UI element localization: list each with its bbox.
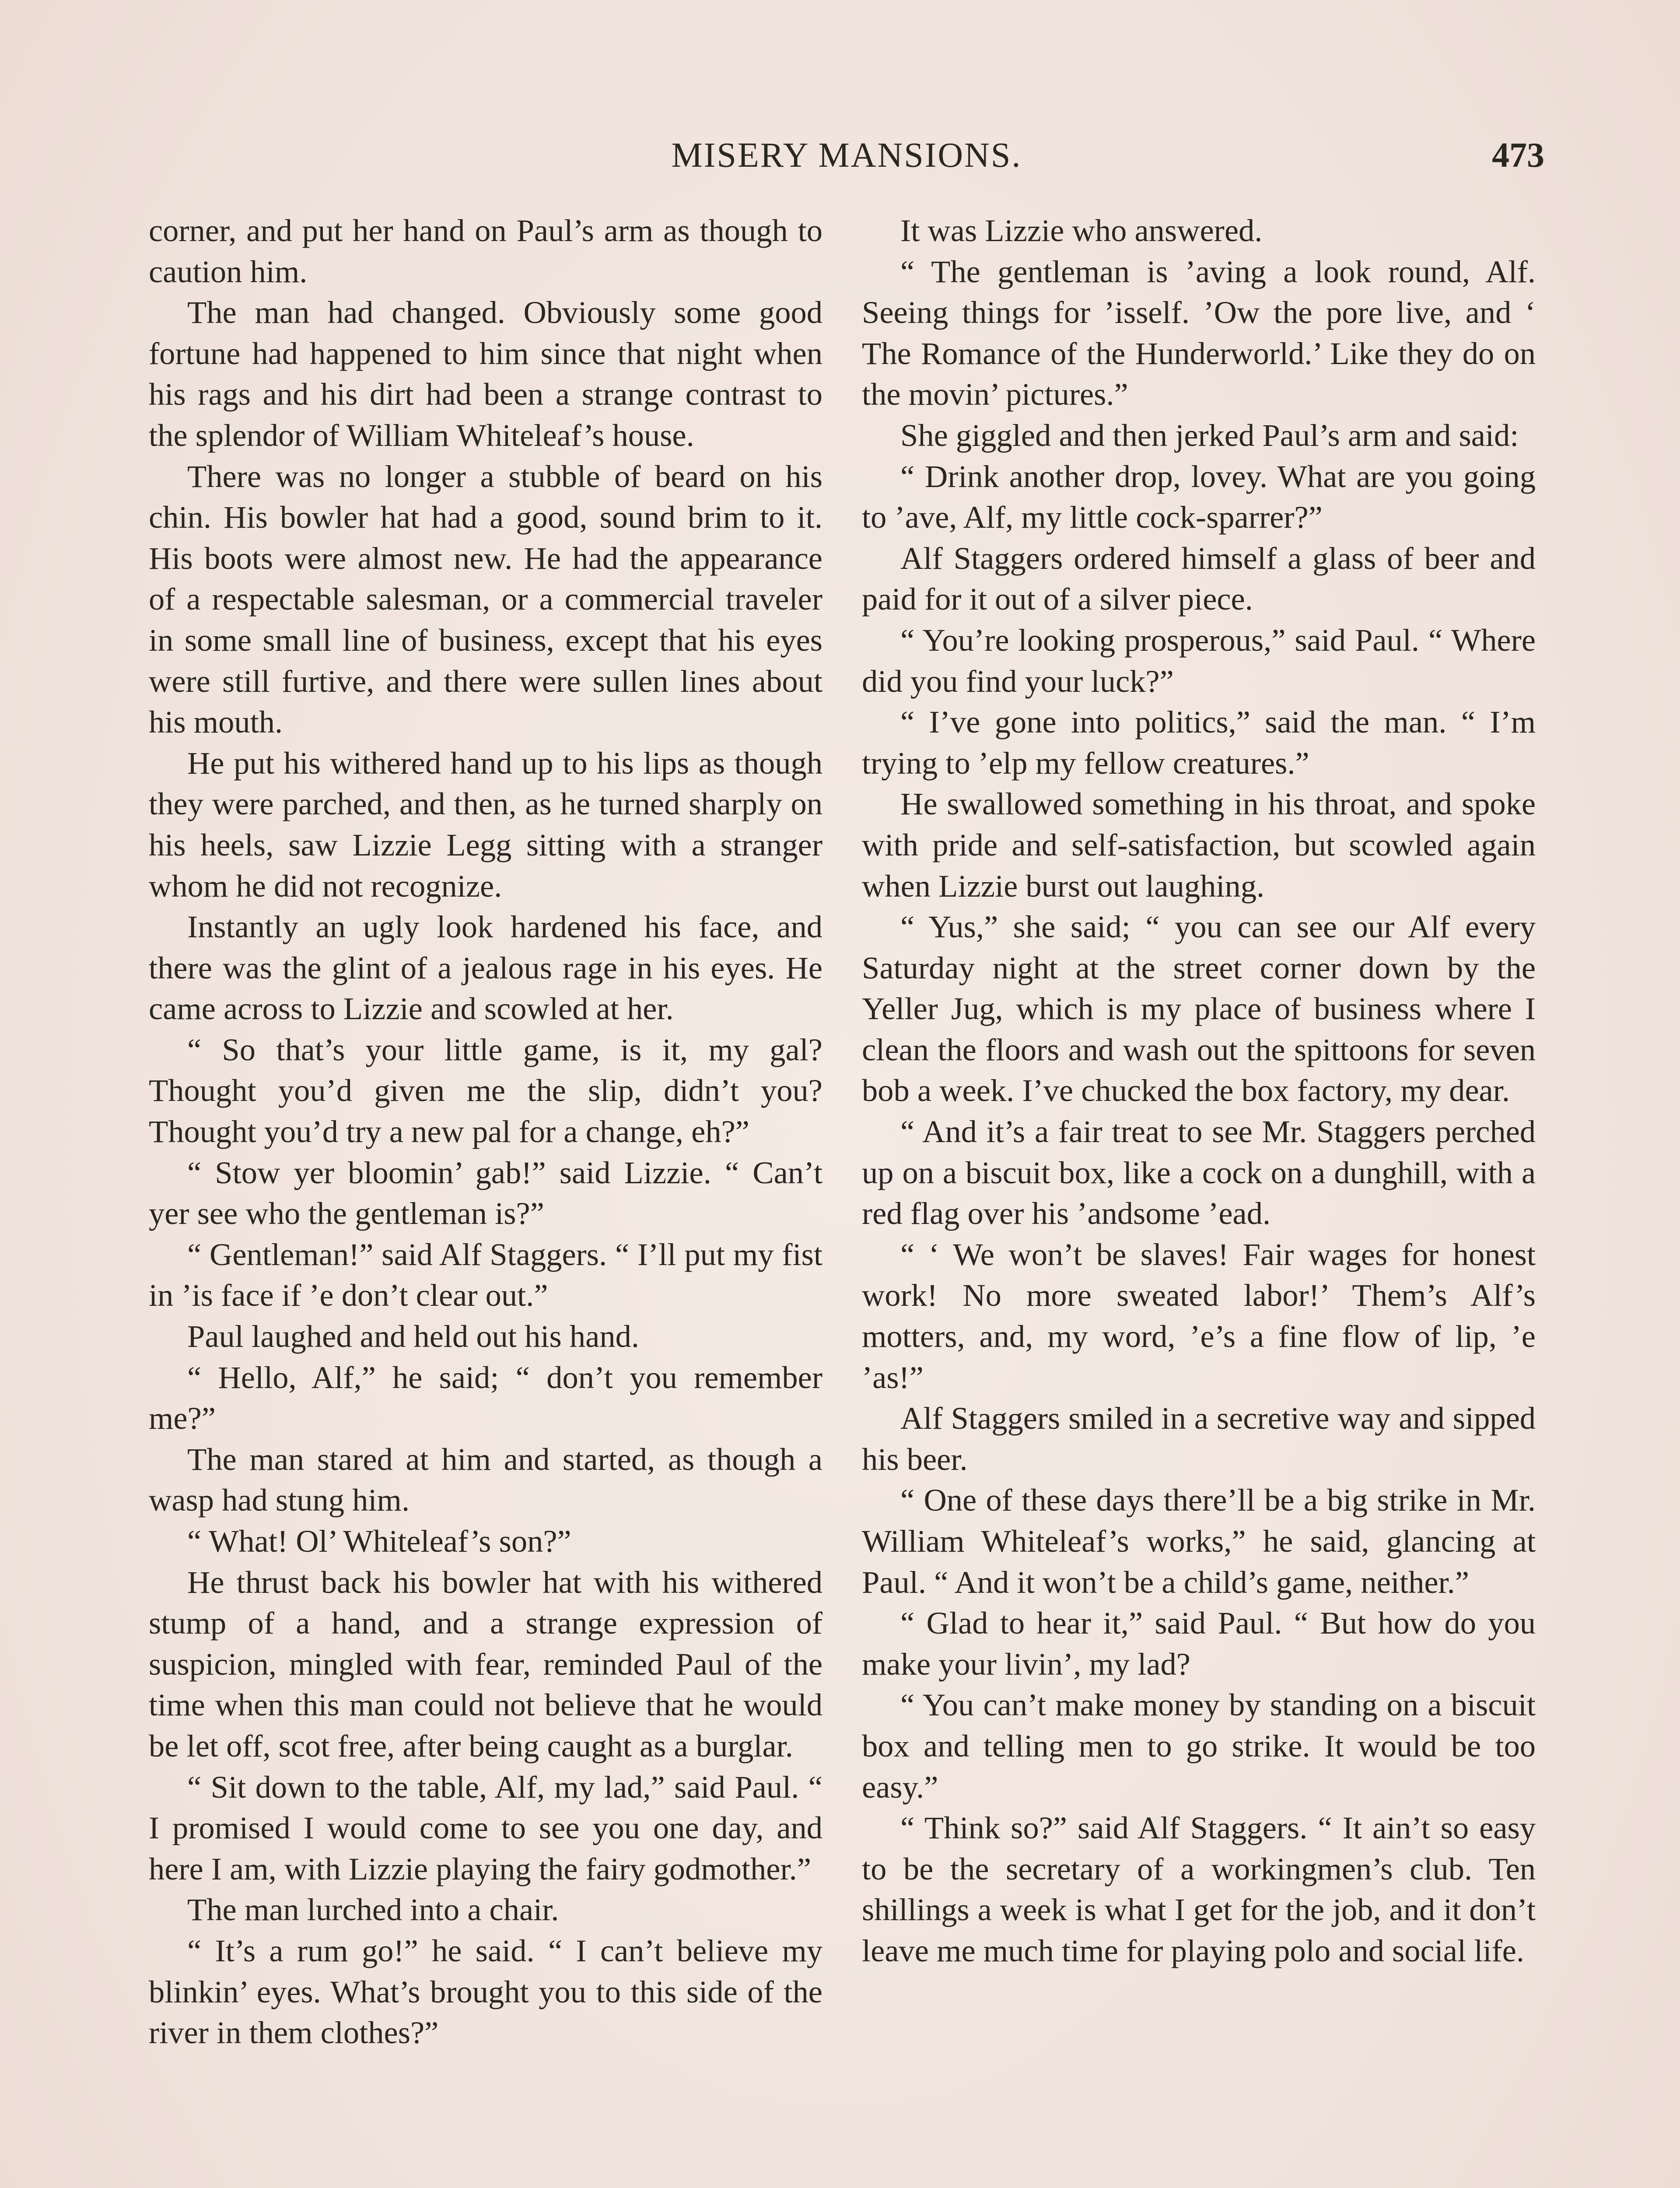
paragraph: He thrust back his bowler hat with his withered stump of a hand, and a strange expression of suspicion, mingled with fear, reminded Paul of the time when this man could not believe that he would be let off, scot free, after being caught as a burglar.	[149, 1564, 822, 1764]
paragraph: Paul laughed and held out his hand.	[187, 1318, 639, 1354]
paragraph: Alf Staggers smiled in a secretive way and sipped his beer.	[862, 1400, 1536, 1477]
right-column	[862, 210, 1536, 1971]
paragraph: It was Lizzie who answered.	[900, 213, 1263, 248]
page-number: 473	[1492, 136, 1544, 175]
paragraph: The man stared at him and started, as though a wasp had stung him.	[149, 1441, 822, 1518]
paragraph: There was no longer a stubble of beard on his chin. His bowler hat had a good, sound brim to it. His boots were almost new. He had the appearance of a respectable salesman, or a commercial traveler in some small line of business, except that his eyes were still furtive, and there were sullen lines about his mouth.	[149, 458, 822, 740]
paragraph: “ So that’s your little game, is it, my gal? Thought you’d given me the slip, didn’t you? Thought you’d try a new pal for a change, eh?”	[149, 1031, 822, 1150]
paragraph: He swallowed something in his throat, and spoke with pride and self-satisfaction, but scowled again when Lizzie burst out laughing.	[862, 786, 1536, 904]
paragraph: “ Drink another drop, lovey. What are you going to ’ave, Alf, my little cock-sparrer?”	[862, 458, 1536, 535]
paragraph: Alf Staggers ordered himself a glass of beer and paid for it out of a silver piece.	[862, 540, 1536, 617]
paragraph: The man had changed. Obviously some good fortune had happened to him since that night when his rags and his dirt had been a strange contrast to the splendor of William Whiteleaf’s house.	[149, 295, 822, 453]
paragraph: “ I’ve gone into politics,” said the man. “ I’m trying to ’elp my fellow creatures.”	[862, 704, 1536, 781]
paragraph: She giggled and then jerked Paul’s arm and said:	[900, 417, 1519, 453]
page-header	[149, 131, 1544, 179]
paragraph: “ And it’s a fair treat to see Mr. Staggers perched up on a biscuit box, like a cock on a dunghill, with a red flag over his ’andsome ’ead.	[862, 1114, 1536, 1231]
paragraph: “ Yus,” she said; “ you can see our Alf every Saturday night at the street corner down by the Yeller Jug, which is my place of business where I clean the floors and wash out the spittoons for seven bob a week. I’ve chucked the box factory, my dear.	[862, 909, 1536, 1108]
paragraph: “ Gentleman!” said Alf Staggers. “ I’ll put my fist in ’is face if ’e don’t clear out.”	[149, 1236, 822, 1313]
paragraph: The man lurched into a chair.	[187, 1892, 559, 1928]
paragraph: “ One of these days there’ll be a big strike in Mr. William Whiteleaf’s works,” he said, glancing at Paul. “ And it won’t be a child’s game, neither.”	[862, 1482, 1536, 1600]
paragraph: corner, and put her hand on Paul’s arm as though to caution him.	[149, 213, 822, 289]
paragraph: “ You’re looking prosperous,” said Paul. “ Where did you find your luck?”	[862, 622, 1536, 699]
paragraph: “ It’s a rum go!” he said. “ I can’t believe my blinkin’ eyes. What’s brought you to this side of the river in them clothes?”	[149, 1932, 822, 2051]
left-column	[149, 210, 822, 2053]
paragraph: “ The gentleman is ’aving a look round, Alf. Seeing things for ’isself. ’Ow the pore live, and ‘ The Romance of the Hunderworld.’ Like they do on the movin’ pictures.”	[862, 253, 1536, 412]
paragraph: “ What! Ol’ Whiteleaf’s son?”	[187, 1523, 571, 1559]
paragraph: “ Stow yer bloomin’ gab!” said Lizzie. “ Can’t yer see who the gentleman is?”	[149, 1154, 822, 1231]
paragraph: Instantly an ugly look hardened his face, and there was the glint of a jealous rage in his eyes. He came across to Lizzie and scowled at her.	[149, 909, 822, 1027]
paragraph: “ Think so?” said Alf Staggers. “ It ain’t so easy to be the secretary of a workingmen’s club. Ten shillings a week is what I get for the job, and it don’t leave me much time for playing polo and social life.	[862, 1810, 1536, 1968]
paragraph: “ Glad to hear it,” said Paul. “ But how do you make your livin’, my lad?	[862, 1605, 1536, 1682]
paragraph: “ Hello, Alf,” he said; “ don’t you remember me?”	[149, 1359, 822, 1436]
paragraph: “ You can’t make money by standing on a biscuit box and telling men to go strike. It would be too easy.”	[862, 1687, 1536, 1805]
paragraph: “ Sit down to the table, Alf, my lad,” said Paul. “ I promised I would come to see you one day, and here I am, with Lizzie playing the fairy godmother.”	[149, 1769, 822, 1886]
paragraph: “ ‘ We won’t be slaves! Fair wages for honest work! No more sweated labor!’ Them’s Alf’s motters, and, my word, ’e’s a fine flow of lip, ’e ’as!”	[862, 1236, 1536, 1395]
paragraph: He put his withered hand up to his lips as though they were parched, and then, as he turned sharply on his heels, saw Lizzie Legg sitting with a stranger whom he did not recognize.	[149, 745, 822, 904]
running-title: MISERY MANSIONS.	[671, 136, 1022, 175]
